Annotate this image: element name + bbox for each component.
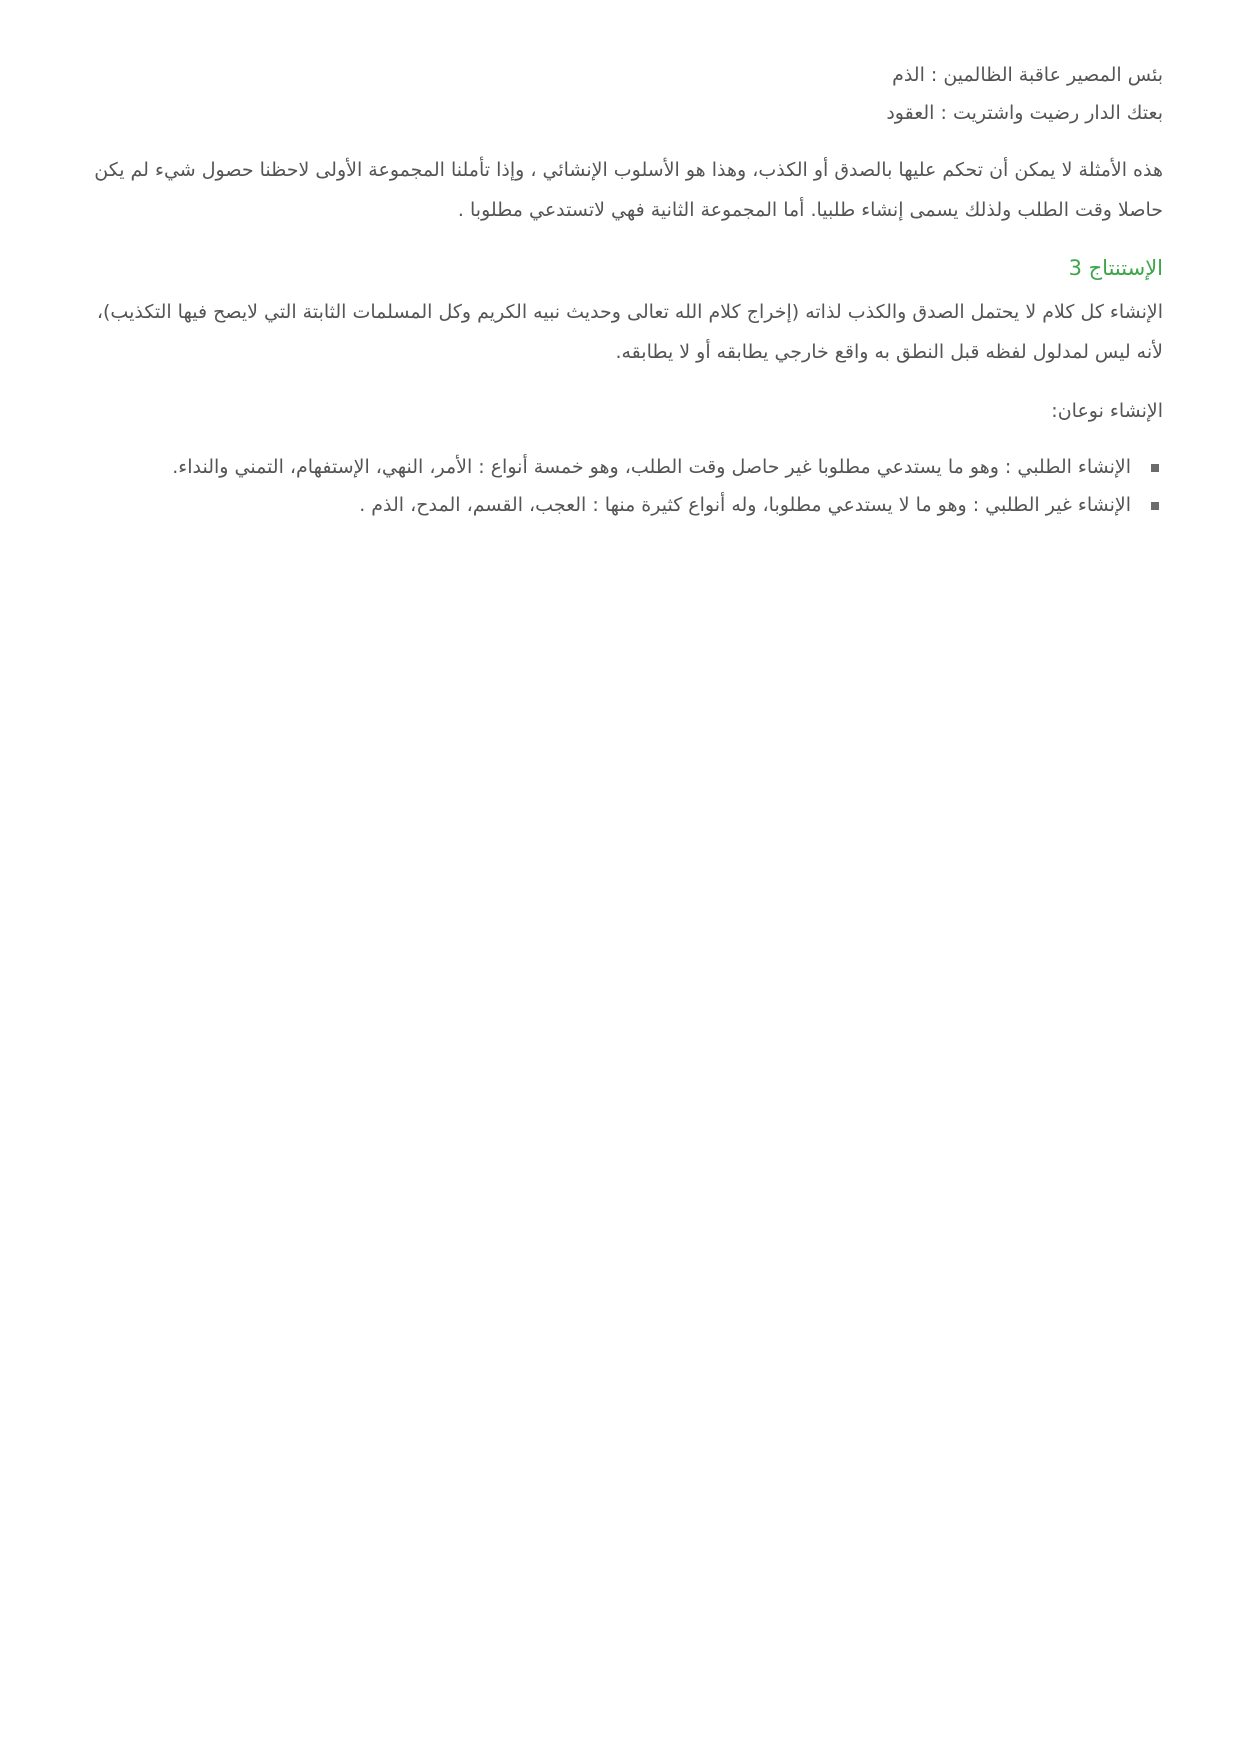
example-line: بئس المصير عاقبة الظالمين : الذم: [892, 64, 1163, 86]
analysis-paragraph: هذه الأمثلة لا يمكن أن تحكم عليها بالصدق أو الكذب، وهذا هو الأسلوب الإنشائي ، وإذا تأملنا المجموعة الأولى لاحظنا حصول شيء لم يكن حاصلا وقت الطلب ولذلك يسمى إنشاء طلبيا. أما المجموعة الثانية فهي لاتستدعي مطلوبا .: [94, 159, 1163, 221]
types-list: [80, 448, 1163, 524]
conclusion-heading: الإستنتاج 3: [1068, 256, 1163, 280]
types-intro: الإنشاء نوعان:: [1051, 400, 1163, 422]
list-item-text: الإنشاء الطلبي : وهو ما يستدعي مطلوبا غير حاصل وقت الطلب، وهو خمسة أنواع : الأمر، النهي، الإستفهام، التمني والنداء.: [172, 456, 1131, 478]
list-item: [80, 486, 1163, 524]
spacer: [80, 372, 1163, 392]
spacer: [80, 430, 1163, 448]
document-page: [80, 56, 1163, 524]
spacer: [80, 132, 1163, 150]
square-bullet-icon: [1151, 464, 1159, 472]
spacer: [80, 230, 1163, 248]
conclusion-paragraph: الإنشاء كل كلام لا يحتمل الصدق والكذب لذاته (إخراج كلام الله تعالى وحديث نبيه الكريم وكل المسلمات الثابتة التي لايصح فيها التكذيب)، لأنه ليس لمدلول لفظه قبل النطق به واقع خارجي يطابقه أو لا يطابقه.: [96, 301, 1163, 363]
example-line: بعتك الدار رضيت واشتريت : العقود: [886, 102, 1163, 124]
list-item-text: الإنشاء غير الطلبي : وهو ما لا يستدعي مطلوبا، وله أنواع كثيرة منها : العجب، القسم، المدح، الذم .: [359, 494, 1131, 516]
list-item: [80, 448, 1163, 486]
square-bullet-icon: [1151, 502, 1159, 510]
